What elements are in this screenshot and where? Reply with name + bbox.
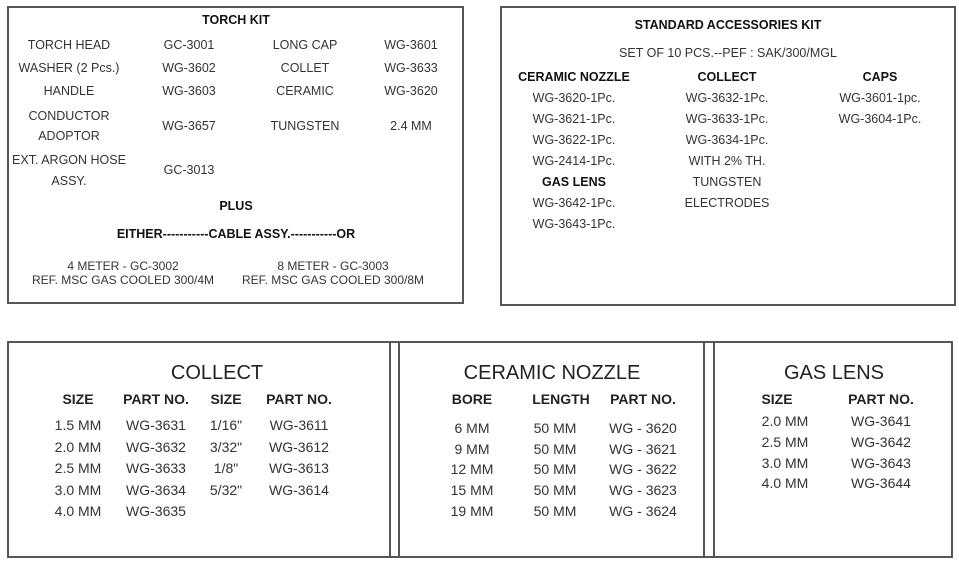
collect-table-cell: WG-3613 — [269, 460, 329, 476]
torch-kit-part: 2.4 MM — [390, 119, 432, 133]
nozzle-table-header: PART NO. — [610, 391, 676, 407]
caps-item: WG-3601-1pc. — [839, 91, 921, 105]
nozzle-table-cell: WG - 3621 — [609, 441, 677, 457]
collect-table-cell: WG-3632 — [126, 439, 186, 455]
gaslens-table-cell: 2.0 MM — [761, 413, 809, 429]
torch-kit-part: WG-3633 — [384, 61, 438, 75]
torch-kit-part: GC-3013 — [163, 163, 215, 177]
collect-table-cell: 2.5 MM — [54, 460, 102, 476]
divider — [703, 343, 705, 557]
collect-table-cell: WG-3634 — [126, 482, 186, 498]
torch-kit-title: TORCH KIT — [202, 13, 270, 27]
gaslens-table-title: GAS LENS — [783, 362, 885, 384]
collect-table-cell: WG-3612 — [269, 439, 329, 455]
divider — [398, 343, 400, 557]
gaslens-table-header: PART NO. — [848, 391, 914, 407]
gaslens-table-cell: WG-3643 — [851, 455, 911, 471]
nozzle-table-cell: 6 MM — [454, 420, 490, 436]
nozzle-table-cell: WG - 3622 — [609, 461, 677, 477]
torch-kit-part: WG-3601 — [384, 38, 438, 52]
collect-table-cell: WG-3631 — [126, 417, 186, 433]
plus-label: PLUS — [219, 199, 253, 213]
nozzle-table-cell: 12 MM — [450, 461, 494, 477]
collect-table-cell: 1/8" — [213, 460, 239, 476]
divider — [713, 343, 715, 557]
torch-kit-label: CONDUCTOR — [28, 109, 110, 123]
collect-item: WG-3632-1Pc. — [685, 91, 769, 105]
nozzle-table-cell: 9 MM — [454, 441, 490, 457]
gas-lens-heading: GAS LENS — [542, 175, 606, 189]
collect-table-header: SIZE — [210, 391, 242, 407]
nozzle-table-cell: WG - 3623 — [609, 482, 677, 498]
collect-table-cell: 5/32" — [209, 482, 243, 498]
nozzle-table-header: LENGTH — [532, 391, 590, 407]
torch-kit-label: HANDLE — [43, 84, 95, 98]
collect-table-header: PART NO. — [123, 391, 189, 407]
nozzle-table-cell: 50 MM — [533, 461, 577, 477]
collect-table-cell: 1.5 MM — [54, 417, 102, 433]
torch-kit-label: LONG CAP — [272, 38, 338, 52]
collect-item: TUNGSTEN — [692, 175, 762, 189]
torch-kit-part: WG-3620 — [384, 84, 438, 98]
torch-kit-part: GC-3001 — [163, 38, 215, 52]
gaslens-table-cell: WG-3644 — [851, 475, 911, 491]
nozzle-table-cell: 50 MM — [533, 482, 577, 498]
torch-kit-label: CERAMIC — [276, 84, 334, 98]
collect-table-cell: 2.0 MM — [54, 439, 102, 455]
torch-kit-label: ASSY. — [51, 174, 87, 188]
nozzle-table-cell: 50 MM — [533, 503, 577, 519]
nozzle-table-header: BORE — [451, 391, 493, 407]
gaslens-table-cell: WG-3641 — [851, 413, 911, 429]
gaslens-table-cell: 2.5 MM — [761, 434, 809, 450]
collect-heading: COLLECT — [697, 70, 757, 84]
nozzle-table-cell: WG - 3620 — [609, 420, 677, 436]
caps-heading: CAPS — [862, 70, 898, 84]
collect-item: WG-3633-1Pc. — [685, 112, 769, 126]
collect-table-title: COLLECT — [170, 362, 264, 384]
collect-table-cell: WG-3611 — [269, 417, 329, 433]
cable-option-4m: 4 METER - GC-3002 — [67, 259, 179, 273]
nozzle-table-cell: WG - 3624 — [609, 503, 677, 519]
collect-table-cell: WG-3635 — [126, 503, 186, 519]
gas-lens-item: WG-3642-1Pc. — [532, 196, 616, 210]
collect-table-cell: 1/16" — [209, 417, 243, 433]
collect-table-cell: 4.0 MM — [54, 503, 102, 519]
ceramic-nozzle-item: WG-3621-1Pc. — [532, 112, 616, 126]
collect-item: WITH 2% TH. — [688, 154, 766, 168]
collect-table-cell: 3.0 MM — [54, 482, 102, 498]
accessories-kit-title: STANDARD ACCESSORIES KIT — [634, 18, 822, 32]
gaslens-table-cell: WG-3642 — [851, 434, 911, 450]
torch-kit-part: WG-3657 — [162, 119, 216, 133]
nozzle-table-title: CERAMIC NOZZLE — [463, 362, 641, 384]
collect-table-header: PART NO. — [266, 391, 332, 407]
collect-item: WG-3634-1Pc. — [685, 133, 769, 147]
divider — [389, 343, 391, 557]
gaslens-table-cell: 4.0 MM — [761, 475, 809, 491]
cable-option-8m-ref: REF. MSC GAS COOLED 300/8M — [241, 273, 425, 287]
ceramic-nozzle-item: WG-2414-1Pc. — [532, 154, 616, 168]
caps-item: WG-3604-1Pc. — [838, 112, 922, 126]
cable-option-8m: 8 METER - GC-3003 — [277, 259, 389, 273]
torch-kit-label: EXT. ARGON HOSE — [12, 153, 126, 167]
nozzle-table-cell: 50 MM — [533, 420, 577, 436]
nozzle-table-cell: 50 MM — [533, 441, 577, 457]
cable-assy-line: EITHER-----------CABLE ASSY.-----------OR — [116, 227, 356, 241]
nozzle-table-cell: 15 MM — [450, 482, 494, 498]
gas-lens-item: WG-3643-1Pc. — [532, 217, 616, 231]
collect-table-cell: WG-3614 — [269, 482, 329, 498]
torch-kit-part: WG-3603 — [162, 84, 216, 98]
ceramic-nozzle-item: WG-3620-1Pc. — [532, 91, 616, 105]
nozzle-table-cell: 19 MM — [450, 503, 494, 519]
torch-kit-label: COLLET — [280, 61, 330, 75]
collect-table-cell: WG-3633 — [126, 460, 186, 476]
torch-kit-label: TUNGSTEN — [270, 119, 340, 133]
collect-table-header: SIZE — [62, 391, 94, 407]
ceramic-nozzle-item: WG-3622-1Pc. — [532, 133, 616, 147]
gaslens-table-header: SIZE — [761, 391, 793, 407]
torch-kit-label: ADOPTOR — [38, 129, 100, 143]
torch-kit-part: WG-3602 — [162, 61, 216, 75]
collect-table-cell: 3/32" — [209, 439, 243, 455]
cable-option-4m-ref: REF. MSC GAS COOLED 300/4M — [31, 273, 215, 287]
collect-item: ELECTRODES — [684, 196, 770, 210]
gaslens-table-cell: 3.0 MM — [761, 455, 809, 471]
torch-kit-label: WASHER (2 Pcs.) — [18, 61, 120, 75]
ceramic-nozzle-heading: CERAMIC NOZZLE — [518, 70, 630, 84]
accessories-kit-subtitle: SET OF 10 PCS.--PEF : SAK/300/MGL — [619, 46, 837, 60]
torch-kit-label: TORCH HEAD — [27, 38, 111, 52]
